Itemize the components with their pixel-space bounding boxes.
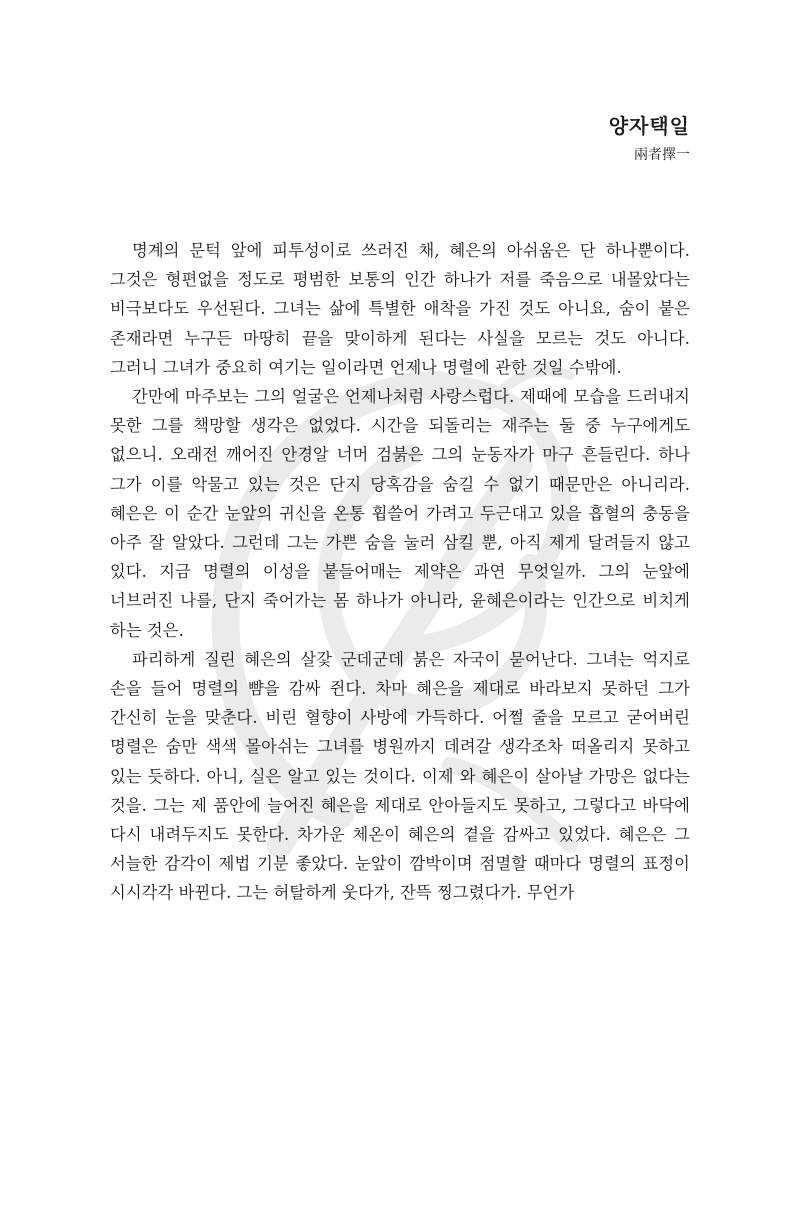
chapter-title: 양자택일 <box>608 114 690 138</box>
chapter-subtitle: 兩者擇一 <box>634 147 690 163</box>
chapter-body <box>110 236 690 908</box>
paragraph-2: 간만에 마주보는 그의 얼굴은 언제나처럼 사랑스럽다. 제때에 모습을 드러내지 못한 그를 책망할 생각은 없었다. 시간을 되돌리는 재주는 둘 중 누구에게도 없으니. 오래전 깨어진 안경알 너머 검붉은 그의 눈동자가 마구 흔들린다. 하나 그가 이를 악물고 있는 것은 단지 당혹감을 숨길 수 없기 때문만은 아니리라. 혜은은 이 순간 눈앞의 귀신을 온통 휩쓸어 가려고 두근대고 있을 흡혈의 충동을 아주 잘 알았다. 그런데 그는 가쁜 숨을 눌러 삼킬 뿐, 아직 제게 달려들지 않고 있다. 지금 명렬의 이성을 붙들어매는 제약은 과연 무엇일까. 그의 눈앞에 너브러진 나를, 단지 죽어가는 몸 하나가 아니라, 윤혜은이라는 인간으로 비치게 하는 것은. <box>110 387 690 640</box>
paragraph-3: 파리하게 질린 혜은의 살갗 군데군데 붉은 자국이 묻어난다. 그녀는 억지로 손을 들어 명렬의 뺨을 감싸 쥔다. 차마 혜은을 제대로 바라보지 못하던 그가 간신히 눈을 맞춘다. 비린 혈향이 사방에 가득하다. 어쩔 줄을 모르고 굳어버린 명렬은 숨만 색색 몰아쉬는 그녀를 병원까지 데려갈 생각조차 떠올리지 못하고 있는 듯하다. 아니, 실은 알고 있는 것이다. 이제 와 혜은이 살아날 가망은 없다는 것을. 그는 제 품안에 늘어진 혜은을 제대로 안아들지도 못하고, 그렇다고 바닥에 다시 내려두지도 못한다. 차가운 체온이 혜은의 곁을 감싸고 있었다. 혜은은 그 서늘한 감각이 제법 기분 좋았다. 눈앞이 깜박이며 점멸할 때마다 명렬의 표정이 시시각각 바뀐다. 그는 허탈하게 웃다가, 잔뜩 찡그렸다가. 무언가 <box>110 649 690 903</box>
chapter-header <box>609 112 690 166</box>
paragraph-1: 명계의 문턱 앞에 피투성이로 쓰러진 채, 혜은의 아쉬움은 단 하나뿐이다. 그것은 형편없을 정도로 평범한 보통의 인간 하나가 저를 죽음으로 내몰았다는 비극보다도 우선된다. 그녀는 삶에 특별한 애착을 가진 것도 아니요, 숨이 붙은 존재라면 누구든 마땅히 끝을 맞이하게 된다는 사실을 모르는 것도 아니다. 그러니 그녀가 중요히 여기는 일이라면 언제나 명렬에 관한 것일 수밖에. <box>110 241 690 377</box>
